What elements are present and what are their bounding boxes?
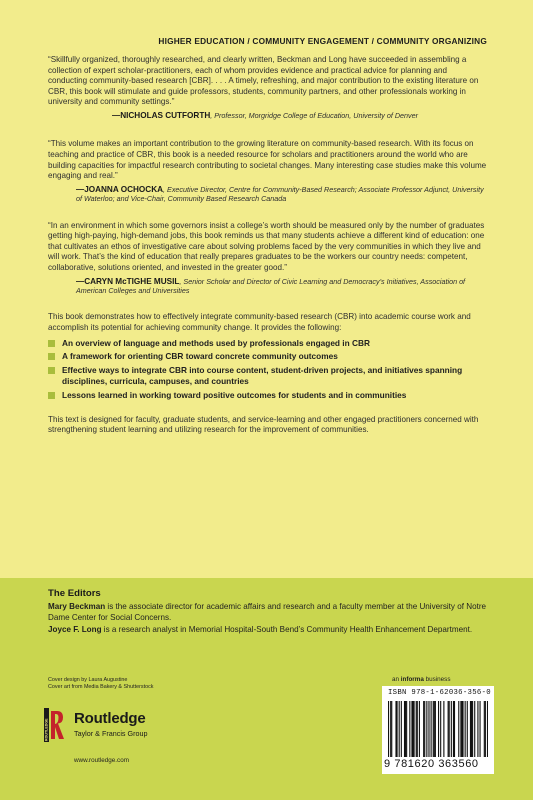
barcode-bar bbox=[451, 701, 452, 757]
quote-2-text: “This volume makes an important contribution to the growing literature on community-based research. With its focus on teaching and practice of CBR, this book is a needed resource for scholars and practitioners around the world who are building capacities for impactful research contributing to societal changes. Many interesting case studies make this volume engaging and real.” bbox=[48, 139, 487, 181]
list-item: A framework for orienting CBR toward concrete community outcomes bbox=[48, 351, 488, 363]
barcode-bar bbox=[461, 701, 462, 757]
feature-list bbox=[48, 338, 488, 402]
cover-credits: Cover design by Laura Augustine Cover art from Media Bakery & Shutterstock bbox=[48, 677, 154, 691]
barcode-digits: 9 781620 363560 bbox=[384, 758, 479, 770]
barcode-bar bbox=[449, 701, 450, 757]
barcode-bar bbox=[474, 701, 475, 757]
barcode-bar bbox=[388, 701, 389, 757]
publisher-group: Taylor & Francis Group bbox=[74, 729, 148, 738]
barcode-bar bbox=[401, 701, 402, 757]
barcode-bar bbox=[479, 701, 480, 757]
barcode-bar bbox=[435, 701, 436, 757]
bullet-square-icon bbox=[48, 353, 55, 360]
quote-1-text: “Skillfully organized, thoroughly researched, and clearly written, Beckman and Long have succeeded in assembling a collection of expert scholar-practitioners, each of whom provides evidence and practical advice for planning and conducting community-based research [CBR]. . . . A timely, refreshing, and major contribution to the existing literature on CBR, this book will stimulate and guide professors, students, community partners, and other professionals working in university and community settings.” bbox=[48, 55, 479, 107]
barcode-bar bbox=[467, 701, 468, 757]
barcode-bar bbox=[406, 701, 407, 757]
barcode-bar bbox=[438, 701, 439, 757]
list-item: An overview of language and methods used by professionals engaged in CBR bbox=[48, 338, 488, 350]
quote-3-text: “In an environment in which some governors insist a college’s worth should be measured only by the number of graduates getting high-paying, high-demand jobs, this book reminds us that many students achieve a different kind of education: one that cultivates an ethos of investigative care about solving problems faced by the very communities in which they live and will work. That’s the kind of education that really prepares graduates to be the workers our country needs: competent, collaborative, solutions oriented, and invested in the greater good.” bbox=[48, 220, 485, 272]
blurb-content bbox=[48, 55, 488, 436]
isbn-barcode bbox=[382, 686, 494, 774]
isbn-label: ISBN 978-1-62036-356-0 bbox=[388, 689, 491, 697]
barcode-bars bbox=[388, 701, 488, 757]
barcode-bar bbox=[428, 701, 429, 757]
barcode-bar bbox=[470, 701, 471, 757]
quote-3-attribution: —CARYN McTIGHE MUSIL, Senior Scholar and Director of Civic Learning and Democracy’s Initiatives, Association of American Colleges and Universities bbox=[76, 276, 466, 295]
editors-section bbox=[48, 588, 488, 635]
informa-tagline: an informa business bbox=[392, 676, 451, 683]
barcode-bar bbox=[460, 701, 461, 757]
barcode-bar bbox=[395, 701, 396, 757]
barcode-bar bbox=[424, 701, 425, 757]
barcode-bar bbox=[458, 701, 459, 757]
bullet-square-icon bbox=[48, 340, 55, 347]
barcode-bar bbox=[426, 701, 427, 757]
barcode-bar bbox=[440, 701, 441, 757]
editor-bio: Mary Beckman is the associate director for academic affairs and research and a faculty member at the University of Notre Dame Center for Social Concerns. bbox=[48, 602, 487, 623]
barcode-bar bbox=[411, 701, 412, 757]
barcode-bar bbox=[462, 701, 463, 757]
barcode-bar bbox=[414, 701, 415, 757]
editor-bio: Joyce F. Long is a research analyst in Memorial Hospital-South Bend’s Community Health Enhancement Department. bbox=[48, 624, 473, 634]
barcode-bar bbox=[484, 701, 485, 757]
barcode-bar bbox=[448, 701, 449, 757]
barcode-bar bbox=[399, 701, 400, 757]
quote-1-attribution: —NICHOLAS CUTFORTH, Professor, Morgridge College of Education, University of Denver bbox=[112, 110, 418, 120]
barcode-bar bbox=[434, 701, 435, 757]
book-description: This book demonstrates how to effectively integrate community-based research (CBR) into academic course work and accomplish its potential for achieving community change. It provides the following: bbox=[48, 312, 471, 332]
list-item: Lessons learned in working toward positive outcomes for students and in communities bbox=[48, 390, 488, 402]
barcode-bar bbox=[487, 701, 488, 757]
barcode-bar bbox=[431, 701, 432, 757]
publisher-url: www.routledge.com bbox=[74, 757, 129, 764]
barcode-bar bbox=[405, 701, 406, 757]
barcode-bar bbox=[409, 701, 410, 757]
list-item: Effective ways to integrate CBR into course content, student-driven projects, and initiatives spanning disciplines, curricula, campuses, and countries bbox=[48, 365, 488, 388]
barcode-bar bbox=[391, 701, 392, 757]
barcode-bar bbox=[390, 701, 391, 757]
barcode-bar bbox=[433, 701, 434, 757]
barcode-bar bbox=[423, 701, 424, 757]
barcode-bar bbox=[465, 701, 466, 757]
barcode-bar bbox=[397, 701, 398, 757]
barcode-bar bbox=[404, 701, 405, 757]
barcode-bar bbox=[417, 701, 418, 757]
quote-2-attribution: —JOANNA OCHOCKA, Executive Director, Centre for Community-Based Research; Associate Professor Adjunct, University of Waterloo; and Vice-Chair, Community Based Research Canada bbox=[76, 184, 484, 204]
barcode-bar bbox=[416, 701, 417, 757]
barcode-bar bbox=[412, 701, 413, 757]
audience-statement: This text is designed for faculty, graduate students, and service-learning and other engaged practitioners concerned with strengthening student learning and utilizing research for the improvement of communities. bbox=[48, 414, 479, 435]
barcode-bar bbox=[485, 701, 486, 757]
routledge-logo-icon bbox=[44, 708, 66, 742]
publisher-logo bbox=[44, 708, 234, 748]
barcode-bar bbox=[472, 701, 473, 757]
barcode-bar bbox=[419, 701, 420, 757]
barcode-bar bbox=[471, 701, 472, 757]
bullet-square-icon bbox=[48, 392, 55, 399]
barcode-bar bbox=[453, 701, 454, 757]
editors-heading: The Editors bbox=[48, 588, 101, 599]
svg-text:ROUTLEDGE: ROUTLEDGE bbox=[44, 718, 49, 741]
category-label: HIGHER EDUCATION / COMMUNITY ENGAGEMENT / COMMUNITY ORGANIZING bbox=[158, 36, 487, 46]
barcode-bar bbox=[454, 701, 455, 757]
barcode-bar bbox=[477, 701, 478, 757]
barcode-bar bbox=[443, 701, 444, 757]
publisher-name: Routledge bbox=[74, 710, 146, 727]
bullet-square-icon bbox=[48, 367, 55, 374]
